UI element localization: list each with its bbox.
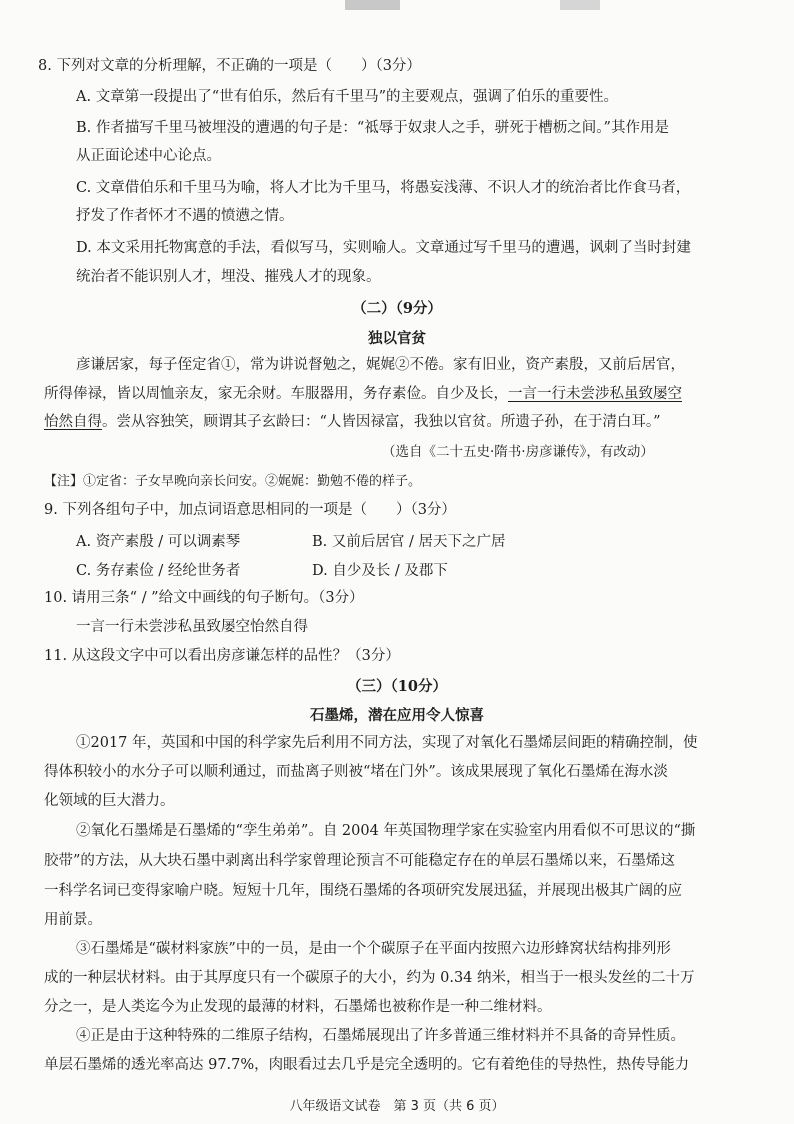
q8-option-b-cont: 从正面论述中心论点。	[76, 148, 221, 164]
section-2-title: 独以官贫	[368, 330, 426, 347]
q8-option-b: B. 作者描写千里马被埋没的遭遇的句子是：“祗辱于奴隶人之手，骈死于槽枥之间。”其作用是	[76, 120, 669, 136]
q8-option-a: A. 文章第一段提出了“世有伯乐，然后有千里马”的主要观点，强调了伯乐的重要性。	[76, 89, 619, 105]
q11-stem: 11. 从这段文字中可以看出房彦谦怎样的品性？（3分）	[44, 648, 400, 664]
passage-3-line: 成的一种层状材料。由于其厚度只有一个碳原子的大小，约为 0.34 纳米，相当于一根头发丝的二十万	[44, 970, 695, 986]
passage-2-line-3: 怡然自得。尝从容独笑，顾谓其子玄龄曰：“人皆因禄富，我独以官贫。所遗子孙，在于清白耳。”	[44, 414, 661, 430]
q8-option-d-cont: 统治者不能识别人才，埋没、摧残人才的现象。	[76, 269, 381, 285]
page-footer: 八年级语文试卷 第 3 页（共 6 页）	[289, 1099, 505, 1114]
q8-option-c-cont: 抒发了作者怀才不遇的愤懑之情。	[76, 208, 294, 224]
section-3-heading: （三）（10分）	[347, 678, 447, 695]
scan-mark	[560, 0, 600, 10]
underlined-sentence: 怡然自得	[44, 414, 102, 430]
passage-3-line: 化领域的巨大潜力。	[44, 793, 175, 809]
passage-3-line: 分之一，是人类迄今为止发现的最薄的材料，石墨烯也被称作是一种二维材料。	[44, 999, 552, 1015]
q10-sentence: 一言一行未尝涉私虽致屡空怡然自得	[76, 619, 308, 635]
q9-option-a: A. 资产素殷 / 可以调素琴	[76, 534, 241, 550]
passage-2-line-2: 所得俸禄，皆以周恤亲友，家无余财。车服器用，务存素俭。自少及长，一言一行未尝涉私虽致屡空	[44, 386, 682, 402]
q9-stem: 9. 下列各组句子中，加点词语意思相同的一项是（ ）（3分）	[44, 502, 456, 518]
q10-stem: 10. 请用三条“ / ”给文中画线的句子断句。（3分）	[44, 590, 364, 606]
scan-mark	[345, 0, 400, 10]
passage-3-line: ①2017 年，英国和中国的科学家先后利用不同方法，实现了对氧化石墨烯层间距的精确控制，使	[76, 735, 698, 751]
passage-3-line: 用前景。	[44, 912, 102, 928]
q8-option-c: C. 文章借伯乐和千里马为喻，将人才比为千里马，将愚妄浅薄、不识人才的统治者比作食马者，	[76, 180, 691, 196]
passage-3-line: 胶带”的方法，从大块石墨中剥离出科学家曾理论预言不可能稳定存在的单层石墨烯以来，石墨烯这	[44, 853, 675, 869]
passage-2-source: （选自《二十五史·隋书·房彦谦传》，有改动）	[382, 444, 654, 460]
q8-stem: 8. 下列对文章的分析理解，不正确的一项是（ ）（3分）	[38, 58, 421, 74]
passage-3-line: 得体积较小的水分子可以顺利通过，而盐离子则被“堵在门外”。该成果展现了氧化石墨烯在海水淡	[44, 764, 668, 780]
passage-3-line: 单层石墨烯的透光率高达 97.7%，肉眼看过去几乎是完全透明的。它有着绝佳的导热性，热传导能力	[44, 1057, 690, 1073]
section-2-heading: （二）（9分）	[352, 300, 442, 317]
q9-option-b: B. 又前后居官 / 居天下之广居	[312, 534, 506, 550]
passage-2-note: 【注】①定省：子女早晚向亲长问安。②娓娓：勤勉不倦的样子。	[44, 474, 422, 489]
q9-option-c: C. 务存素俭 / 经纶世务者	[76, 563, 241, 579]
passage-3-line: ③石墨烯是“碳材料家族”中的一员，是由一个个碳原子在平面内按照六边形蜂窝状结构排列形	[76, 941, 671, 957]
section-3-title: 石墨烯，潜在应用令人惊喜	[310, 707, 484, 724]
passage-3-line: ④正是由于这种特殊的二维原子结构，石墨烯展现出了许多普通三维材料并不具备的奇异性质。	[76, 1028, 685, 1044]
passage-2-line-1: 彦谦居家，每子侄定省①，常为讲说督勉之，娓娓②不倦。家有旧业，资产素殷，又前后居官，	[76, 357, 685, 373]
passage-3-line: 一科学名词已变得家喻户晓。短短十几年，围绕石墨烯的各项研究发展迅猛，并展现出极其广阔的应	[44, 883, 682, 899]
q9-option-d: D. 自少及长 / 及郡下	[312, 563, 448, 579]
underlined-sentence: 一言一行未尝涉私虽致屡空	[508, 386, 682, 402]
passage-3-line: ②氧化石墨烯是石墨烯的“孪生弟弟”。自 2004 年英国物理学家在实验室内用看似不可思议的“撕	[76, 823, 696, 839]
q8-option-d: D. 本文采用托物寓意的手法，看似写马，实则喻人。文章通过写千里马的遭遇，讽刺了当时封建	[76, 240, 691, 256]
